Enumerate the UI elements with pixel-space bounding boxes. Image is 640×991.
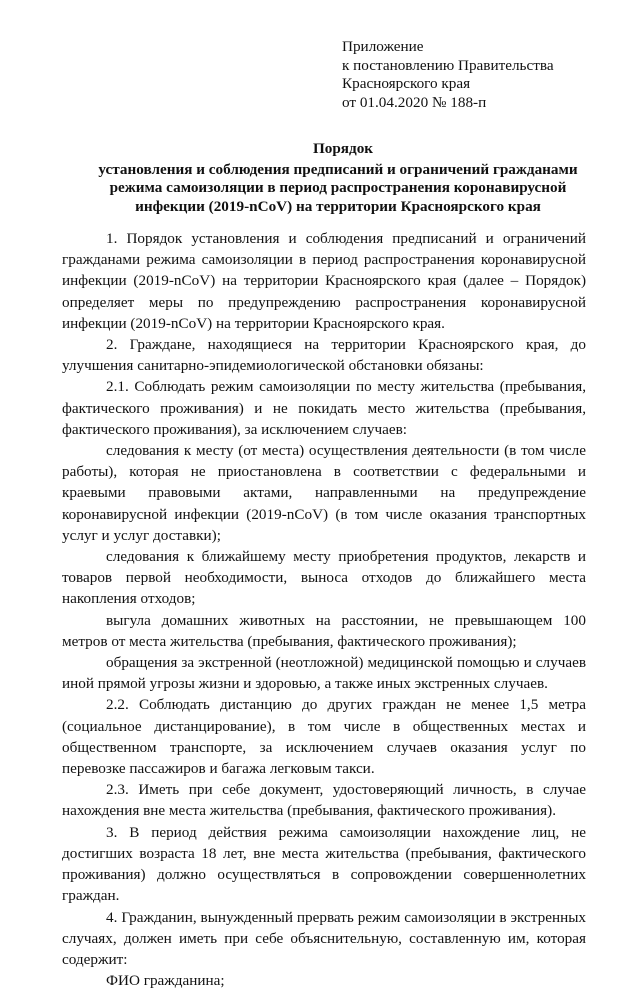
paragraph: 2.3. Иметь при себе документ, удостоверяющий личность, в случае нахождения вне места жительства (пребывания, фактического проживания). [62,781,586,820]
paragraph: 1. Порядок установления и соблюдения предписаний и ограничений гражданами режима самоизоляции в период распространения коронавирусной инфекции (2019-nCoV) на территории Красноярского края (далее – Порядок) определяет меры по предупреждению распространения коронавирусной инфекции (2019-nCoV) на территории Красноярского края. [62,230,586,332]
document-title [60,140,586,216]
paragraph: 2.1. Соблюдать режим самоизоляции по месту жительства (пребывания, фактического проживания) и не покидать место жительства (пребывания, фактического проживания), за исключением случаев: [62,378,586,438]
paragraph: 2.2. Соблюдать дистанцию до других граждан не менее 1,5 метра (социальное дистанцирование), в том числе в общественных местах и общественном транспорте, за исключением случаев оказания услуг по перевозке пассажиров и багажа легковым такси. [62,696,586,778]
title-subtitle: установления и соблюдения предписаний и ограничений гражданами режима самоизоляции в период распространения коронавирусной инфекции (2019-nCoV) на территории Красноярского края [98,160,578,215]
annex-block [342,38,622,112]
annex-line: Красноярского края [342,75,471,93]
annex-date-line: от 01.04.2020 № 188-п [342,93,487,111]
paragraph: выгула домашних животных на расстоянии, не превышающем 100 метров от места жительства (пребывания, фактического проживания); [62,611,586,650]
paragraph: 4. Гражданин, вынужденный прервать режим самоизоляции в экстренных случаях, должен иметь при себе объяснительную, составленную им, которая содержит: [62,908,586,968]
paragraph: следования к месту (от места) осуществления деятельности (в том числе работы), которая не приостановлена в соответствии с федеральными и краевыми правовыми актами, направленными на предупреждение коронавирусной инфекции (2019-nCoV) (в том числе оказания транспортных услуг и услуг доставки); [62,442,586,544]
document-body [62,228,586,991]
annex-line: Приложение [342,38,424,55]
annex-line: к постановлению Правительства [342,56,554,74]
paragraph: ФИО гражданина; [106,972,225,990]
title-heading: Порядок [312,140,374,157]
paragraph: 2. Граждане, находящиеся на территории Красноярского края, до улучшения санитарно-эпидемиологической обстановки обязаны: [62,336,586,375]
paragraph: 3. В период действия режима самоизоляции нахождение лиц, не достигших возраста 18 лет, вне места жительства (пребывания, фактического проживания) должно осуществляться в сопровождении совершеннолетних граждан. [62,823,586,905]
paragraph: следования к ближайшему месту приобретения продуктов, лекарств и товаров первой необходимости, выноса отходов до ближайшего места накопления отходов; [62,548,586,608]
paragraph: обращения за экстренной (неотложной) медицинской помощью и случаев иной прямой угрозы жизни и здоровью, а также иных экстренных случаев. [62,654,586,693]
